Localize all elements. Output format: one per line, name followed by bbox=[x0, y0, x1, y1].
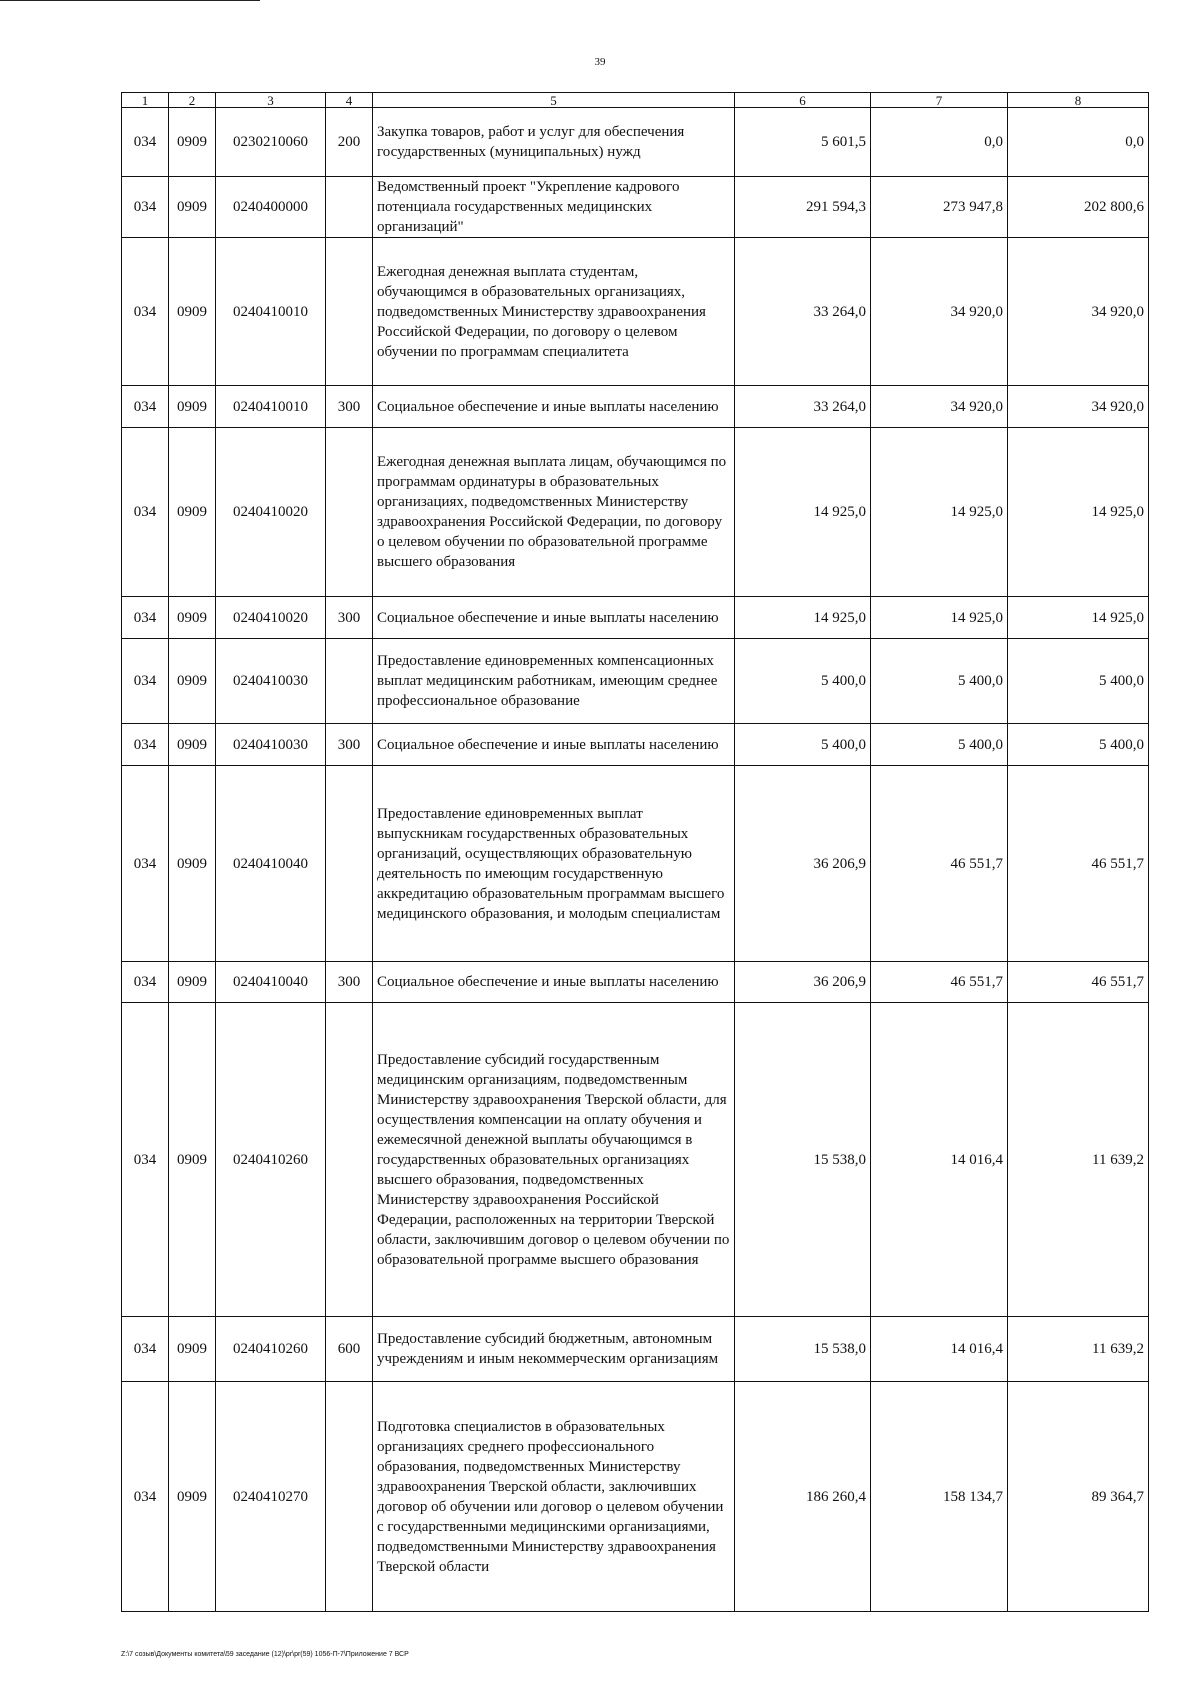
target-article-code: 0240410010 bbox=[216, 386, 326, 428]
section-code: 0909 bbox=[169, 597, 216, 639]
expense-type-code bbox=[326, 1382, 373, 1612]
table-row bbox=[122, 962, 1149, 1003]
table-row bbox=[122, 108, 1149, 177]
ministry-code: 034 bbox=[122, 386, 169, 428]
section-code: 0909 bbox=[169, 386, 216, 428]
amount-col-7: 273 947,8 bbox=[871, 177, 1008, 238]
ministry-code: 034 bbox=[122, 1003, 169, 1317]
amount-col-6: 14 925,0 bbox=[735, 428, 871, 597]
amount-col-6: 33 264,0 bbox=[735, 238, 871, 386]
amount-col-6: 5 400,0 bbox=[735, 639, 871, 724]
amount-col-6: 14 925,0 bbox=[735, 597, 871, 639]
ministry-code: 034 bbox=[122, 238, 169, 386]
ministry-code: 034 bbox=[122, 766, 169, 962]
column-header: 5 bbox=[373, 93, 735, 108]
amount-col-7: 34 920,0 bbox=[871, 386, 1008, 428]
amount-col-6: 5 601,5 bbox=[735, 108, 871, 177]
expense-type-code: 300 bbox=[326, 597, 373, 639]
target-article-code: 0240400000 bbox=[216, 177, 326, 238]
item-description: Ежегодная денежная выплата лицам, обучающимся по программам ординатуры в образовательных организациях, подведомственных Министерству здравоохранения Российской Федерации, по договору о целевом обучении по образовательной программе высшего образования bbox=[373, 428, 735, 597]
amount-col-6: 36 206,9 bbox=[735, 962, 871, 1003]
ministry-code: 034 bbox=[122, 1382, 169, 1612]
table-row bbox=[122, 238, 1149, 386]
target-article-code: 0240410020 bbox=[216, 428, 326, 597]
amount-col-7: 0,0 bbox=[871, 108, 1008, 177]
item-description: Социальное обеспечение и иные выплаты населению bbox=[373, 597, 735, 639]
section-code: 0909 bbox=[169, 724, 216, 766]
item-description: Подготовка специалистов в образовательных организациях среднего профессионального образования, подведомственных Министерству здравоохранения Тверской области, заключивших договор об обучении или договор о целевом обучении с государственными медицинскими организациями, подведомственными Министерству здравоохранения Тверской области bbox=[373, 1382, 735, 1612]
section-code: 0909 bbox=[169, 428, 216, 597]
expense-type-code: 600 bbox=[326, 1317, 373, 1382]
top-rule bbox=[0, 0, 260, 1]
amount-col-6: 186 260,4 bbox=[735, 1382, 871, 1612]
amount-col-8: 5 400,0 bbox=[1008, 639, 1149, 724]
table-row bbox=[122, 639, 1149, 724]
column-header: 3 bbox=[216, 93, 326, 108]
section-code: 0909 bbox=[169, 962, 216, 1003]
amount-col-8: 34 920,0 bbox=[1008, 238, 1149, 386]
expense-type-code bbox=[326, 766, 373, 962]
column-header: 7 bbox=[871, 93, 1008, 108]
table-row bbox=[122, 597, 1149, 639]
item-description: Предоставление единовременных компенсационных выплат медицинским работникам, имеющим среднее профессиональное образование bbox=[373, 639, 735, 724]
item-description: Ежегодная денежная выплата студентам, обучающимся в образовательных организациях, подведомственных Министерству здравоохранения Российской Федерации, по договору о целевом обучении по программам специалитета bbox=[373, 238, 735, 386]
amount-col-6: 36 206,9 bbox=[735, 766, 871, 962]
table-row bbox=[122, 177, 1149, 238]
ministry-code: 034 bbox=[122, 639, 169, 724]
file-path-footer: Z:\7 созыв\Документы комитета\59 заседание (12)\pr\pr(59) 1056-П-7\Приложение 7 ВСР bbox=[121, 1651, 409, 1658]
column-header: 4 bbox=[326, 93, 373, 108]
ministry-code: 034 bbox=[122, 177, 169, 238]
amount-col-8: 5 400,0 bbox=[1008, 724, 1149, 766]
section-code: 0909 bbox=[169, 177, 216, 238]
amount-col-7: 14 925,0 bbox=[871, 428, 1008, 597]
amount-col-7: 46 551,7 bbox=[871, 962, 1008, 1003]
amount-col-6: 15 538,0 bbox=[735, 1317, 871, 1382]
item-description: Ведомственный проект "Укрепление кадрового потенциала государственных медицинских организаций" bbox=[373, 177, 735, 238]
amount-col-6: 15 538,0 bbox=[735, 1003, 871, 1317]
item-description: Предоставление субсидий бюджетным, автономным учреждениям и иным некоммерческим организациям bbox=[373, 1317, 735, 1382]
table-row bbox=[122, 724, 1149, 766]
amount-col-6: 33 264,0 bbox=[735, 386, 871, 428]
amount-col-7: 14 925,0 bbox=[871, 597, 1008, 639]
amount-col-8: 46 551,7 bbox=[1008, 766, 1149, 962]
ministry-code: 034 bbox=[122, 108, 169, 177]
ministry-code: 034 bbox=[122, 1317, 169, 1382]
section-code: 0909 bbox=[169, 238, 216, 386]
expense-type-code bbox=[326, 428, 373, 597]
amount-col-8: 11 639,2 bbox=[1008, 1317, 1149, 1382]
amount-col-8: 14 925,0 bbox=[1008, 428, 1149, 597]
amount-col-7: 14 016,4 bbox=[871, 1003, 1008, 1317]
amount-col-6: 5 400,0 bbox=[735, 724, 871, 766]
amount-col-8: 34 920,0 bbox=[1008, 386, 1149, 428]
section-code: 0909 bbox=[169, 1317, 216, 1382]
table-row bbox=[122, 766, 1149, 962]
target-article-code: 0240410260 bbox=[216, 1317, 326, 1382]
target-article-code: 0240410030 bbox=[216, 639, 326, 724]
table-row bbox=[122, 386, 1149, 428]
column-number-row bbox=[122, 93, 1149, 108]
expense-type-code bbox=[326, 639, 373, 724]
amount-col-7: 46 551,7 bbox=[871, 766, 1008, 962]
ministry-code: 034 bbox=[122, 724, 169, 766]
target-article-code: 0240410020 bbox=[216, 597, 326, 639]
target-article-code: 0240410270 bbox=[216, 1382, 326, 1612]
column-header: 6 bbox=[735, 93, 871, 108]
section-code: 0909 bbox=[169, 1382, 216, 1612]
section-code: 0909 bbox=[169, 766, 216, 962]
amount-col-7: 34 920,0 bbox=[871, 238, 1008, 386]
expense-type-code: 200 bbox=[326, 108, 373, 177]
section-code: 0909 bbox=[169, 639, 216, 724]
expense-type-code: 300 bbox=[326, 724, 373, 766]
item-description: Предоставление субсидий государственным медицинским организациям, подведомственным Министерству здравоохранения Тверской области, для осуществления компенсации на оплату обучения и ежемесячной денежной выплаты обучающимся в государственных образовательных организациях высшего образования, подведомственных Министерству здравоохранения Российской Федерации, расположенных на территории Тверской области, заключившим договор о целевом обучении по образовательной программе высшего образования bbox=[373, 1003, 735, 1317]
target-article-code: 0240410040 bbox=[216, 962, 326, 1003]
table-row bbox=[122, 1317, 1149, 1382]
amount-col-8: 11 639,2 bbox=[1008, 1003, 1149, 1317]
expense-type-code: 300 bbox=[326, 962, 373, 1003]
amount-col-6: 291 594,3 bbox=[735, 177, 871, 238]
target-article-code: 0240410030 bbox=[216, 724, 326, 766]
table-row bbox=[122, 1003, 1149, 1317]
expense-type-code: 300 bbox=[326, 386, 373, 428]
amount-col-8: 89 364,7 bbox=[1008, 1382, 1149, 1612]
ministry-code: 034 bbox=[122, 428, 169, 597]
column-header: 2 bbox=[169, 93, 216, 108]
target-article-code: 0240410040 bbox=[216, 766, 326, 962]
expense-type-code bbox=[326, 238, 373, 386]
page-number: 39 bbox=[594, 56, 606, 68]
column-header: 1 bbox=[122, 93, 169, 108]
table-row bbox=[122, 1382, 1149, 1612]
table-row bbox=[122, 428, 1149, 597]
item-description: Социальное обеспечение и иные выплаты населению bbox=[373, 386, 735, 428]
expense-type-code bbox=[326, 1003, 373, 1317]
amount-col-7: 5 400,0 bbox=[871, 639, 1008, 724]
amount-col-8: 0,0 bbox=[1008, 108, 1149, 177]
amount-col-7: 5 400,0 bbox=[871, 724, 1008, 766]
expense-type-code bbox=[326, 177, 373, 238]
amount-col-8: 14 925,0 bbox=[1008, 597, 1149, 639]
item-description: Предоставление единовременных выплат выпускникам государственных образовательных организаций, осуществляющих образовательную деятельность по имеющим государственную аккредитацию образовательным программам высшего медицинского образования, и молодым специалистам bbox=[373, 766, 735, 962]
ministry-code: 034 bbox=[122, 597, 169, 639]
section-code: 0909 bbox=[169, 108, 216, 177]
item-description: Закупка товаров, работ и услуг для обеспечения государственных (муниципальных) нужд bbox=[373, 108, 735, 177]
target-article-code: 0230210060 bbox=[216, 108, 326, 177]
ministry-code: 034 bbox=[122, 962, 169, 1003]
amount-col-8: 46 551,7 bbox=[1008, 962, 1149, 1003]
amount-col-7: 14 016,4 bbox=[871, 1317, 1008, 1382]
target-article-code: 0240410010 bbox=[216, 238, 326, 386]
amount-col-7: 158 134,7 bbox=[871, 1382, 1008, 1612]
section-code: 0909 bbox=[169, 1003, 216, 1317]
amount-col-8: 202 800,6 bbox=[1008, 177, 1149, 238]
item-description: Социальное обеспечение и иные выплаты населению bbox=[373, 724, 735, 766]
item-description: Социальное обеспечение и иные выплаты населению bbox=[373, 962, 735, 1003]
column-header: 8 bbox=[1008, 93, 1149, 108]
target-article-code: 0240410260 bbox=[216, 1003, 326, 1317]
budget-table bbox=[121, 92, 1149, 1612]
